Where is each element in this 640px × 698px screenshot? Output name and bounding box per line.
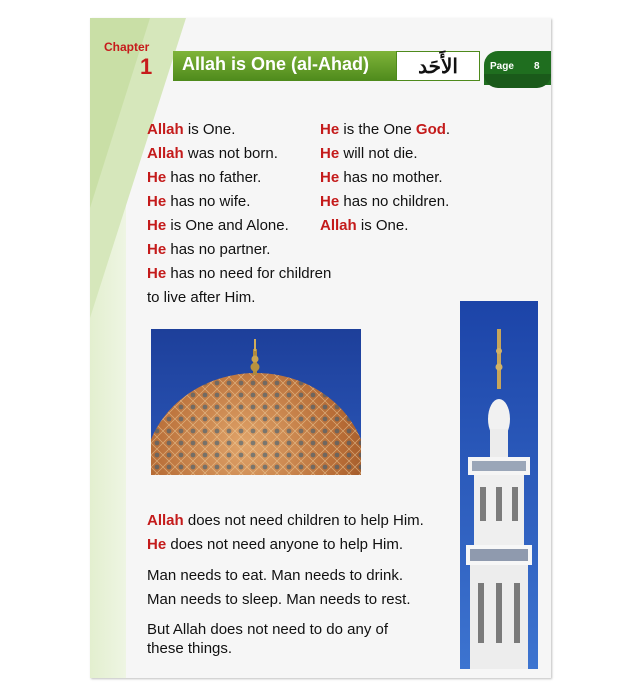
text-line: these things. [147, 640, 233, 657]
text-line: He has no children. [320, 193, 450, 210]
book-page [90, 18, 551, 678]
chapter-number: 1 [140, 54, 153, 79]
text-line: He does not need anyone to help Him. [147, 536, 404, 553]
text-line: Allah is One. [320, 217, 409, 234]
text-line: Allah was not born. [147, 145, 278, 162]
text-line: He has no partner. [147, 241, 271, 258]
text-line: to live after Him. [147, 289, 256, 306]
text-line: He has no father. [147, 169, 262, 186]
text-line: He will not die. [320, 145, 418, 162]
page-number: 8 [534, 61, 540, 72]
chapter-title: Allah is One (al-Ahad) [182, 54, 370, 74]
text-line: Man needs to sleep. Man needs to rest. [147, 591, 411, 608]
text-line: Man needs to eat. Man needs to drink. [147, 567, 403, 584]
arabic-title: الأَحَد [396, 51, 480, 81]
text-line: He is the One God. [320, 121, 451, 138]
text-line: But Allah does not need to do any of [147, 621, 389, 638]
page-label: Page [490, 61, 514, 72]
text-line: Allah does not need children to help Him. [147, 512, 424, 529]
text-line: Allah is One. [147, 121, 236, 138]
chapter-label: Chapter [104, 40, 150, 54]
text-line: He has no wife. [147, 193, 251, 210]
text-line: He has no need for children [147, 265, 332, 282]
mosque-dome-photo [151, 329, 361, 475]
page-tab-curve [484, 74, 551, 88]
text-line: He is One and Alone. [147, 217, 289, 234]
text-line: He has no mother. [320, 169, 443, 186]
minaret-photo [460, 301, 538, 669]
